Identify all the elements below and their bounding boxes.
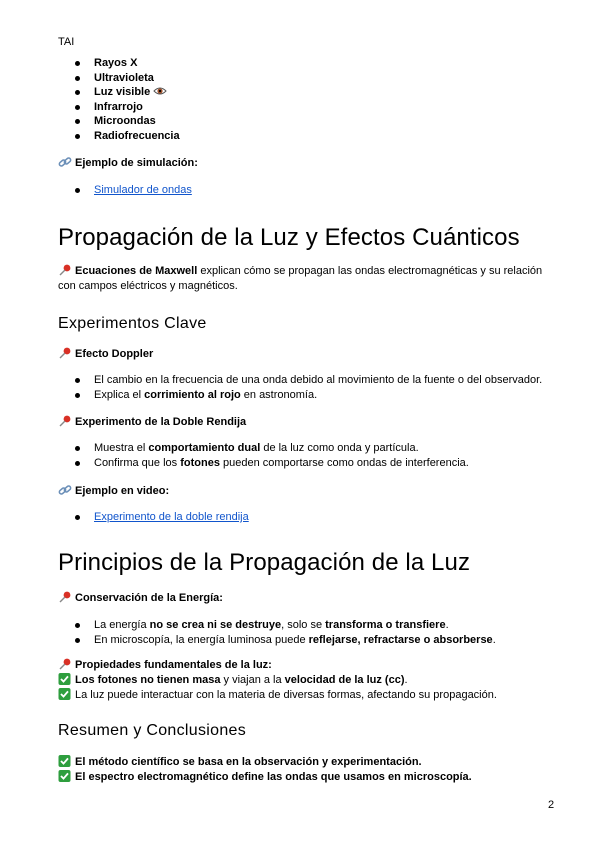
list-item: El cambio en la frecuencia de una onda debido al movimiento de la fuente o del observador. (58, 373, 542, 388)
double-slit-list (58, 441, 469, 470)
header-fragment: TAI (58, 36, 75, 48)
list-item: Microondas (58, 114, 180, 129)
list-item (58, 183, 192, 198)
pushpin-icon (58, 347, 72, 359)
sim-link[interactable]: Simulador de ondas (94, 184, 192, 196)
list-item: La energía no se crea ni se destruye, solo se transforma o transfiere. (58, 618, 496, 633)
spectrum-list (58, 56, 180, 144)
maxwell-paragraph: Ecuaciones de Maxwell explican cómo se propagan las ondas electromagnéticas y su relación con campos eléctricos y magnéticos. (58, 265, 543, 292)
conservation-label: Conservación de la Energía: (58, 591, 223, 605)
link-icon (58, 156, 72, 168)
pushpin-icon (58, 591, 72, 603)
properties-block: Propiedades fundamentales de la luz: Los fotones no tienen masa y viajan a la velocidad de la luz (cc). La luz puede interactuar con la materia de diversas formas, afectando su propagación. (58, 658, 558, 703)
video-link-list (58, 510, 249, 525)
double-slit-label: Experimento de la Doble Rendija (58, 415, 246, 429)
sim-link-list (58, 183, 192, 198)
list-item: Explica el corrimiento al rojo en astronomía. (58, 388, 542, 403)
list-item: Muestra el comportamiento dual de la luz como onda y partícula. (58, 441, 469, 456)
list-item: Luz visible (58, 85, 180, 100)
subsection-title: Experimentos Clave (58, 315, 207, 332)
link-icon (58, 484, 72, 496)
list-item: Ultravioleta (58, 71, 180, 86)
sim-example-label: Ejemplo de simulación: (58, 156, 198, 170)
section-title: Propagación de la Luz y Efectos Cuánticos (58, 224, 520, 251)
list-item: Radiofrecuencia (58, 129, 180, 144)
list-item: Rayos X (58, 56, 180, 71)
video-link[interactable]: Experimento de la doble rendija (94, 511, 249, 523)
list-item (58, 510, 249, 525)
list-item: Infrarrojo (58, 100, 180, 115)
pushpin-icon (58, 415, 72, 427)
subsection-title: Resumen y Conclusiones (58, 722, 247, 739)
pushpin-icon (58, 658, 72, 670)
conservation-list (58, 618, 496, 647)
eye-icon (153, 85, 167, 97)
summary-block: El método científico se basa en la observación y experimentación. El espectro electromagnético define las ondas que usamos en microscopía. (58, 755, 558, 785)
list-item: Confirma que los fotones pueden comportarse como ondas de interferencia. (58, 456, 469, 471)
page-number: 2 (548, 799, 555, 811)
video-example-label: Ejemplo en video: (58, 484, 169, 498)
check-icon (58, 688, 72, 700)
check-icon (58, 770, 72, 782)
check-icon (58, 755, 72, 767)
list-item: En microscopía, la energía luminosa puede reflejarse, refractarse o absorberse. (58, 633, 496, 648)
doppler-list (58, 373, 542, 402)
pushpin-icon (58, 264, 72, 276)
doppler-label: Efecto Doppler (58, 347, 153, 361)
check-icon (58, 673, 72, 685)
section-title: Principios de la Propagación de la Luz (58, 549, 471, 576)
